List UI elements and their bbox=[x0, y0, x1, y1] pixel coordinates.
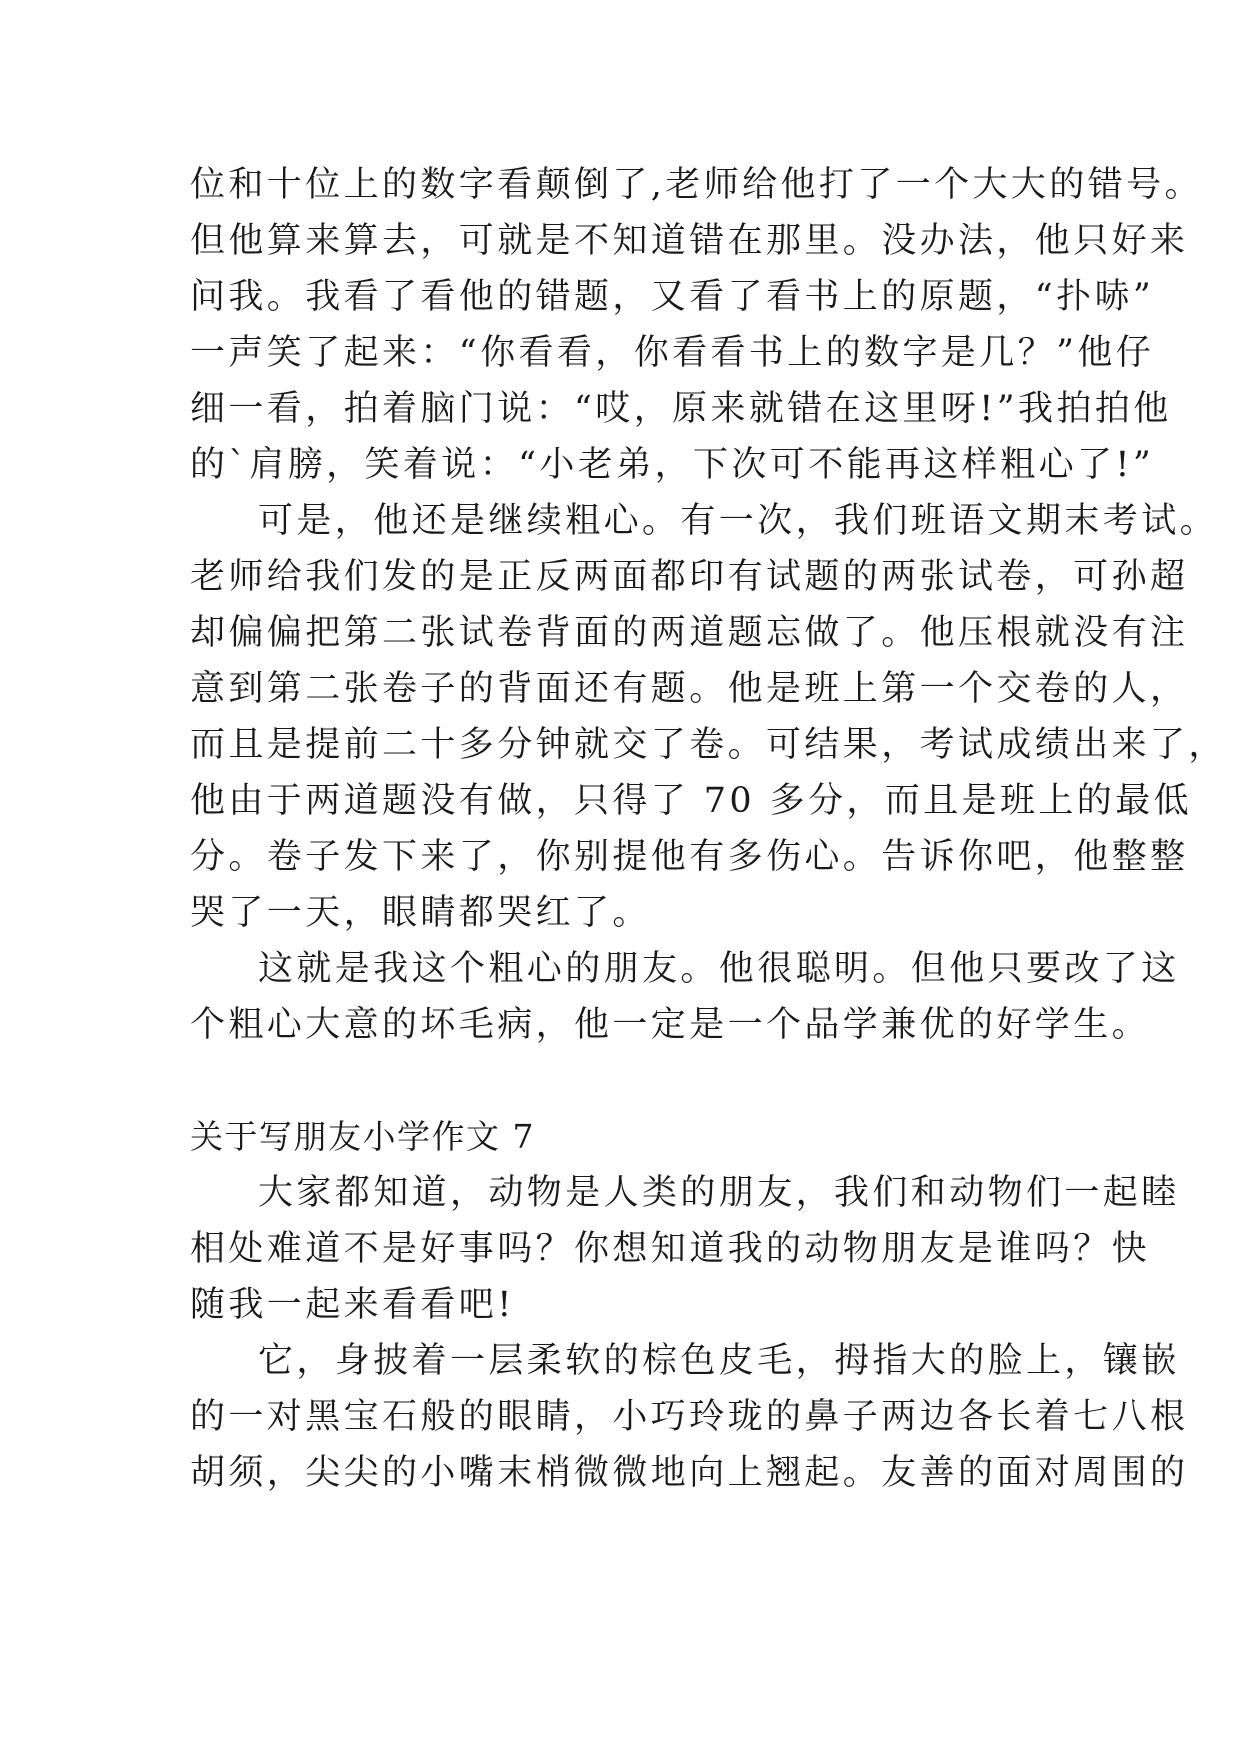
essay6-line-14: 哭了一天，眼睛都哭红了。 bbox=[190, 893, 651, 933]
essay6-line-15: 这就是我这个粗心的朋友。他很聪明。但他只要改了这 bbox=[258, 949, 1180, 989]
essay6-line-9: 却偏偏把第二张试卷背面的两道题忘做了。他压根就没有注 bbox=[190, 613, 1189, 653]
essay6-line-2: 但他算来算去，可就是不知道错在那里。没办法，他只好来 bbox=[190, 221, 1189, 261]
essay6-line-16: 个粗心大意的坏毛病，他一定是一个品学兼优的好学生。 bbox=[190, 1005, 1151, 1045]
essay6-line-4: 一声笑了起来：“你看看，你看看书上的数字是几？”他仔 bbox=[190, 333, 1155, 373]
essay7-line-3: 随我一起来看看吧! bbox=[190, 1285, 515, 1325]
essay6-line-8: 老师给我们发的是正反两面都印有试题的两张试卷，可孙超 bbox=[190, 557, 1189, 597]
essay7-line-1: 大家都知道，动物是人类的朋友，我们和动物们一起睦 bbox=[258, 1173, 1180, 1213]
essay6-line-1: 位和十位上的数字看颠倒了,老师给他打了一个大大的错号。 bbox=[190, 165, 1203, 205]
essay7-line-4: 它，身披着一层柔软的棕色皮毛，拇指大的脸上，镶嵌 bbox=[258, 1341, 1180, 1381]
essay6-line-12: 他由于两道题没有做，只得了 70 多分，而且是班上的最低 bbox=[190, 781, 1192, 821]
essay6-line-6: 的`肩膀，笑着说：“小老弟，下次可不能再这样粗心了!” bbox=[190, 445, 1155, 485]
essay7-line-6: 胡须，尖尖的小嘴末梢微微地向上翘起。友善的面对周围的 bbox=[190, 1453, 1189, 1493]
essay6-line-5: 细一看，拍着脑门说：“哎，原来就错在这里呀!”我拍拍他 bbox=[190, 389, 1172, 429]
essay7-title: 关于写朋友小学作文 7 bbox=[190, 1117, 535, 1156]
essay7-line-5: 的一对黑宝石般的眼睛，小巧玲珑的鼻子两边各长着七八根 bbox=[190, 1397, 1189, 1437]
essay6-line-7: 可是，他还是继续粗心。有一次，我们班语文期末考试。 bbox=[258, 501, 1219, 541]
essay6-line-3: 问我。我看了看他的错题，又看了看书上的原题，“扑哧” bbox=[190, 277, 1155, 317]
essay6-line-13: 分。卷子发下来了，你别提他有多伤心。告诉你吧，他整整 bbox=[190, 837, 1189, 877]
essay6-line-10: 意到第二张卷子的背面还有题。他是班上第一个交卷的人， bbox=[190, 669, 1189, 709]
essay7-line-2: 相处难道不是好事吗？你想知道我的动物朋友是谁吗？快 bbox=[190, 1229, 1151, 1269]
essay6-line-11: 而且是提前二十多分钟就交了卷。可结果，考试成绩出来了， bbox=[190, 725, 1227, 765]
